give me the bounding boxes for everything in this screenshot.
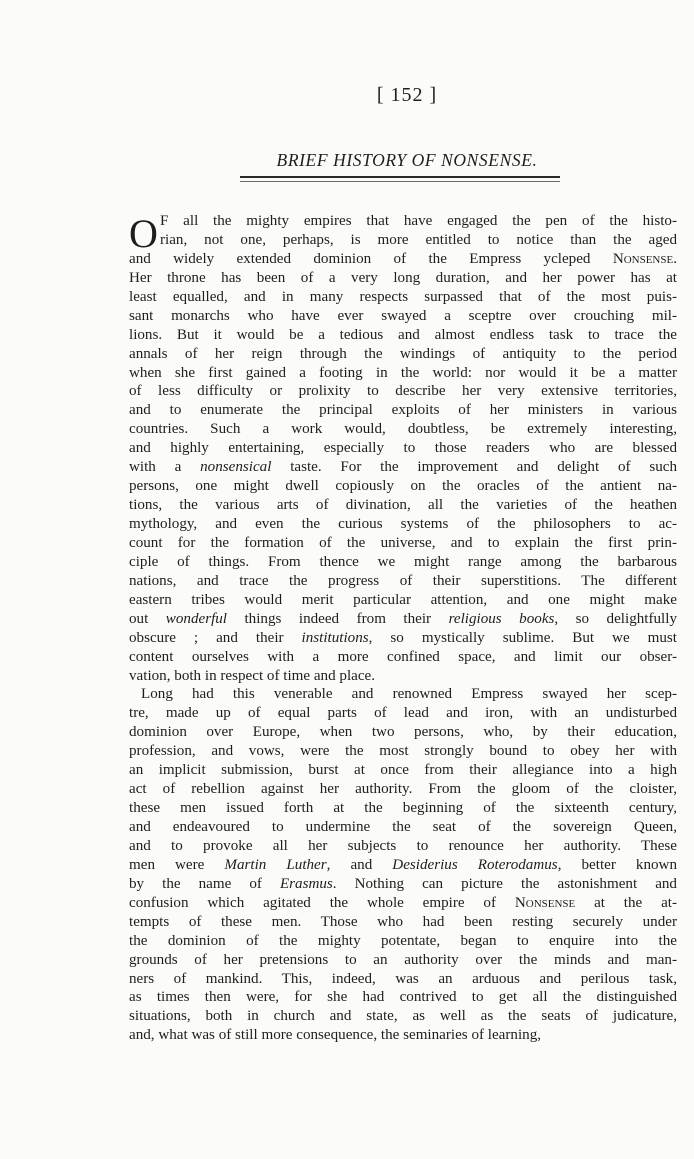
page-number: [ 152 ]: [376, 84, 438, 106]
text-line: and highly entertaining, especially to those readers who are blessed: [129, 440, 677, 457]
text-line: and, what was of still more consequence, the seminaries of learning,: [129, 1027, 542, 1044]
text-line: situations, both in church and state, as well as the seats of judicature,: [129, 1008, 677, 1025]
text-line: vation, both in respect of time and place.: [129, 667, 376, 684]
text-line: profession, and vows, were the most strongly bound to obey her with: [129, 743, 677, 760]
text-line: and to enumerate the principal exploits of her ministers in various: [129, 402, 677, 419]
text-line: ciple of things. From thence we might range among the barbarous: [129, 553, 677, 570]
text-line: countries. Such a work would, doubtless, be extremely interesting,: [129, 421, 677, 438]
text-line: eastern tribes would merit particular attention, and one might make: [129, 591, 677, 608]
text-line: men were Martin Luther, and Desiderius Roterodamus, better known: [129, 856, 677, 873]
text-line: sant monarchs who have ever swayed a sceptre over crouching mil-: [129, 307, 677, 324]
text-line: and to provoke all her subjects to renounce her authority. These: [129, 837, 677, 854]
text-line: the dominion of the mighty potentate, began to enquire into the: [129, 932, 677, 949]
text-line: lions. But it would be a tedious and almost endless task to trace the: [129, 326, 677, 343]
text-line: as times then were, for she had contrived to get all the distinguished: [129, 989, 677, 1006]
text-line: and endeavoured to undermine the seat of the sovereign Queen,: [129, 819, 677, 835]
text-line: persons, one might dwell copiously on the oracles of the antient na-: [129, 478, 677, 495]
text-line: ners of mankind. This, indeed, was an arduous and perilous task,: [129, 970, 677, 987]
text-line: content ourselves with a more confined space, and limit our obser-: [129, 648, 677, 665]
text-line: an implicit submission, burst at once from their allegiance into a high: [129, 762, 677, 779]
title-rule: [240, 176, 560, 178]
text-line: out wonderful things indeed from their religious books, so delightfully: [129, 610, 677, 627]
text-line: count for the formation of the universe, and to explain the first prin-: [129, 534, 677, 551]
text-line: by the name of Erasmus. Nothing can picture the astonishment and: [129, 875, 677, 892]
text-line: these men issued forth at the beginning of the sixteenth century,: [129, 800, 677, 817]
text-line: with a nonsensical taste. For the improvement and delight of such: [129, 459, 677, 476]
text-line: of less difficulty or prolixity to describe her very extensive territories,: [129, 383, 677, 400]
text-line: nations, and trace the progress of their superstitions. The different: [129, 572, 677, 589]
text-line: Long had this venerable and renowned Empress swayed her scep-: [141, 686, 677, 703]
text-line: obscure ; and their institutions, so mystically sublime. But we must: [129, 629, 677, 646]
text-line: mythology, and even the curious systems of the philosophers to ac-: [129, 516, 677, 532]
text-line: grounds of her pretensions to an authority over the minds and man-: [129, 951, 677, 968]
text-line: tions, the various arts of divination, all the varieties of the heathen: [129, 497, 677, 514]
text-line: act of rebellion against her authority. From the gloom of the cloister,: [129, 781, 677, 798]
text-line: when she first gained a footing in the world: nor would it be a matter: [129, 364, 677, 381]
article-body: [129, 212, 677, 1045]
text-line: F all the mighty empires that have engaged the pen of the histo-: [160, 213, 677, 229]
text-line: Her throne has been of a very long duration, and her power has at: [129, 269, 677, 286]
text-line: and widely extended dominion of the Empress ycleped Nonsense.: [129, 250, 677, 267]
text-line: least equalled, and in many respects surpassed that of the most puis-: [129, 288, 677, 305]
text-line: rian, not one, perhaps, is more entitled to notice than the aged: [160, 231, 677, 248]
drop-cap: O: [129, 211, 158, 256]
article-title: BRIEF HISTORY OF NONSENSE.: [276, 150, 538, 170]
text-line: annals of her reign through the windings of antiquity to the period: [129, 345, 677, 362]
text-line: dominion over Europe, when two persons, who, by their education,: [129, 724, 677, 741]
text-line: tre, made up of equal parts of lead and iron, with an undisturbed: [129, 705, 677, 722]
title-rule-thin: [240, 181, 560, 182]
text-line: tempts of these men. Those who had been resting securely under: [129, 913, 677, 930]
text-line: confusion which agitated the whole empire of Nonsense at the at-: [129, 894, 677, 911]
